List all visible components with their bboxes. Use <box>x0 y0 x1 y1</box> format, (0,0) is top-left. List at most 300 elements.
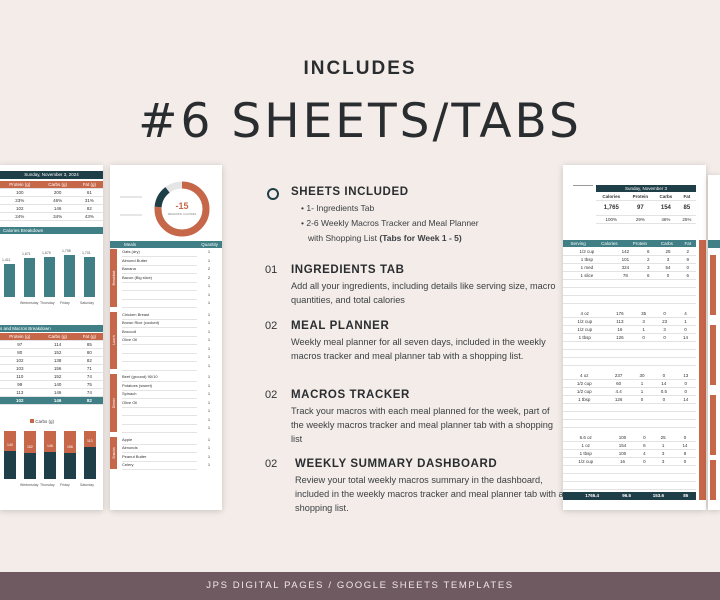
meal-item-qty: 1 <box>207 320 211 325</box>
tracker-groups <box>563 248 696 488</box>
table-cell <box>652 466 674 474</box>
meal-item-qty: 1 <box>207 408 211 413</box>
section-title: MEAL PLANNER <box>291 320 390 332</box>
table-cell: 75 <box>76 381 103 389</box>
partial-sheet-preview <box>708 175 720 510</box>
table-cell: 102 <box>0 397 40 405</box>
table-cell <box>606 412 632 420</box>
table-cell: Protein (g) <box>0 333 40 341</box>
table-cell: 14 <box>676 396 697 404</box>
meal-planner-sheet-preview <box>110 165 222 510</box>
table-row <box>563 272 696 280</box>
table-cell: Carbs <box>654 193 678 201</box>
table-cell: 1765.4 <box>585 493 599 498</box>
table-cell <box>611 296 640 304</box>
table-cell: 9 <box>679 256 696 264</box>
table-row <box>563 318 696 326</box>
table-cell: 100% <box>596 216 627 224</box>
bar <box>84 257 95 297</box>
table-cell: 153.6 <box>652 493 664 498</box>
table-cell <box>636 482 652 490</box>
table-cell <box>675 342 696 350</box>
table-cell: 80 <box>76 349 103 357</box>
section-description: Add all your ingredients, including details like serving size, macro quantities, and total calories <box>291 281 556 305</box>
protein-mini-label <box>573 185 593 186</box>
meal-item-name <box>122 292 197 300</box>
table-cell <box>636 474 652 482</box>
table-cell <box>563 296 611 304</box>
table-row <box>563 296 696 304</box>
meal-item-qty: 1 <box>207 291 211 297</box>
table-cell <box>633 350 654 358</box>
table-cell <box>609 474 637 482</box>
table-cell: 113 <box>607 318 634 326</box>
right-edge-strip <box>699 240 706 500</box>
table-row <box>563 326 696 334</box>
axis-label: Saturday <box>80 483 95 487</box>
table-row <box>0 181 103 189</box>
table-cell <box>632 420 652 428</box>
table-row <box>0 349 103 357</box>
table-cell <box>632 404 652 412</box>
meal-item-name <box>122 346 197 354</box>
table-cell <box>674 466 696 474</box>
page-title: #6 SHEETS/TABS <box>138 94 582 149</box>
circle-icon <box>267 188 279 200</box>
table-cell <box>654 358 675 366</box>
table-cell: 46% <box>40 197 76 205</box>
meal-item-name: Broccoli <box>122 329 197 337</box>
table-row <box>563 334 696 342</box>
table-cell: 82 <box>76 397 103 405</box>
bullet-text: 2-6 Weekly Macros Tracker and Meal Planner <box>306 218 479 228</box>
table-cell: 29% <box>627 216 654 224</box>
axis-label: Saturday <box>80 301 95 305</box>
stack-bar-bottom <box>44 452 56 479</box>
table-row <box>563 264 696 272</box>
bar <box>4 264 15 297</box>
table-cell: 8 <box>674 450 696 458</box>
table-cell <box>563 420 606 428</box>
table-cell: Calories <box>596 193 627 201</box>
meal-item-qty: 2 <box>207 274 211 280</box>
table-cell <box>657 288 680 296</box>
table-row <box>563 256 696 264</box>
table-cell: 97 <box>0 341 40 349</box>
table-cell: 4 oz <box>563 372 606 380</box>
meal-item-name: Almonds <box>122 445 197 453</box>
table-cell <box>679 288 696 296</box>
meal-item-qty: 1 <box>207 249 211 254</box>
table-cell: 146 <box>40 389 76 397</box>
table-cell: Protein <box>632 241 648 246</box>
section-number: 02 <box>265 320 278 332</box>
meal-item-qty: 2 <box>207 266 211 271</box>
meal-item-name: Peanut Butter <box>122 454 197 462</box>
table-cell <box>674 482 696 490</box>
table-cell: 100 <box>609 450 637 458</box>
stack-label: 146 <box>47 444 53 449</box>
table-cell: 154 <box>609 442 637 450</box>
table-row <box>563 358 696 366</box>
section-title: MACROS TRACKER <box>291 389 410 401</box>
table-cell: 1 <box>632 388 652 396</box>
macro-breakdown-title: s and Macros Breakdown <box>0 325 103 332</box>
table-row <box>0 205 103 213</box>
table-row <box>563 482 696 490</box>
table-cell: 16 <box>609 458 637 466</box>
table-cell: 1/2 cup <box>563 248 611 256</box>
meal-item-qty: 1 <box>207 425 211 430</box>
stack-bar-bottom <box>4 451 16 479</box>
section-title: INGREDIENTS TAB <box>291 264 405 276</box>
meal-group-label: Dinner <box>112 397 116 408</box>
meal-item-qty: 1 <box>207 436 211 442</box>
stack-label: 113 <box>87 439 93 444</box>
table-cell: 0 <box>676 388 697 396</box>
table-cell: 96.5 <box>622 493 632 498</box>
meal-item-qty: 1 <box>207 462 211 467</box>
table-cell: 25 <box>652 434 674 442</box>
tracker-summary <box>596 193 696 224</box>
table-cell: 46% <box>654 216 678 224</box>
table-cell: 30 <box>632 372 652 380</box>
table-cell <box>654 342 675 350</box>
table-cell: 6 <box>679 272 696 280</box>
table-cell: 0 <box>654 310 675 318</box>
stack-label: 140 <box>7 443 13 448</box>
table-cell: 34% <box>40 213 76 221</box>
table-row <box>0 213 103 221</box>
meal-item-qty: 1 <box>207 283 211 288</box>
table-cell: Fat (g) <box>76 181 103 189</box>
table-cell: 0.5 <box>652 388 675 396</box>
partial-strip-1 <box>710 255 716 315</box>
table-cell: 4 oz <box>563 310 607 318</box>
table-cell: 0 <box>676 380 697 388</box>
table-cell <box>606 404 632 412</box>
table-cell <box>679 280 696 288</box>
table-cell: 0 <box>632 396 652 404</box>
table-cell <box>675 350 696 358</box>
table-cell: 0 <box>636 434 652 442</box>
bar <box>64 255 75 297</box>
table-cell: 23 <box>654 318 675 326</box>
table-cell: 0 <box>636 458 652 466</box>
partial-strip-3 <box>710 395 716 455</box>
table-cell: 1 <box>675 318 696 326</box>
table-cell: 0 <box>652 396 675 404</box>
table-cell: 154 <box>654 201 678 216</box>
table-cell <box>607 358 634 366</box>
bar-label: 1,675 <box>42 251 51 256</box>
table-cell: 23% <box>0 197 40 205</box>
table-cell: 25 <box>657 248 680 256</box>
meal-item-qty: 1 <box>207 445 211 450</box>
table-cell <box>652 412 675 420</box>
table-cell: 1 <box>633 326 654 334</box>
table-cell: 3 <box>633 318 654 326</box>
axis-label: Friday <box>60 483 70 487</box>
quantity-header: Quantity <box>201 242 218 247</box>
table-cell <box>563 474 609 482</box>
table-cell: Carbs <box>660 241 673 246</box>
meal-group-label: Snacks <box>112 446 116 459</box>
table-cell: 85 <box>76 341 103 349</box>
legend-swatch <box>30 419 34 423</box>
table-cell <box>607 350 634 358</box>
meal-item-qty: 1 <box>207 337 211 342</box>
table-row <box>563 458 696 466</box>
table-cell <box>563 288 611 296</box>
table-row <box>563 310 696 318</box>
stack-bar-top <box>4 431 16 451</box>
meal-item-name: Spinach <box>122 391 197 399</box>
section-title: WEEKLY SUMMARY DASHBOARD <box>295 458 498 470</box>
meal-item-name: Banana <box>122 266 197 274</box>
meals-header: Meals <box>124 242 137 247</box>
meal-item-name: Chicken Breast <box>122 312 197 320</box>
meals-header-row <box>110 241 222 248</box>
bar <box>24 258 35 297</box>
table-row <box>563 350 696 358</box>
table-cell: Calories <box>601 241 618 246</box>
remaining-calories-label: REMAINING CALORIES <box>167 213 197 216</box>
bar-label: 1,798 <box>62 248 71 253</box>
table-cell: 14 <box>652 380 675 388</box>
table-row <box>563 240 696 247</box>
table-cell: 1 tbsp <box>563 256 611 264</box>
dashboard-summary <box>0 181 103 221</box>
section-description: Review your total weekly macros summary in the dashboard, included in the weekly macros tracker and meal planner tab with a shopping list. <box>295 475 564 513</box>
table-cell <box>609 482 637 490</box>
table-cell <box>657 296 680 304</box>
table-cell: 101 <box>611 256 640 264</box>
table-cell: Protein <box>627 193 654 201</box>
table-cell: 16 <box>607 326 634 334</box>
table-cell <box>563 358 607 366</box>
table-cell: 1 tbsp <box>563 450 609 458</box>
partial-header <box>708 240 720 248</box>
table-cell <box>676 420 697 428</box>
table-cell: 80 <box>0 349 40 357</box>
table-cell <box>632 412 652 420</box>
axis-label: Thursday <box>40 483 55 487</box>
table-row <box>563 474 696 482</box>
bar-label: 1,671 <box>22 251 31 256</box>
table-cell: 61 <box>76 189 103 197</box>
table-row <box>563 380 696 388</box>
table-cell: 4 <box>675 310 696 318</box>
bullet-text: with Shopping List <box>308 233 377 243</box>
table-cell <box>563 466 609 474</box>
table-cell: 6 <box>636 442 652 450</box>
meal-item-name <box>122 363 197 371</box>
table-cell: 74 <box>76 373 103 381</box>
table-row <box>563 288 696 296</box>
meal-item-name <box>122 300 197 308</box>
meal-item-name <box>122 408 197 416</box>
table-cell: 85 <box>683 493 689 498</box>
table-cell: 1/2 cup <box>563 458 609 466</box>
table-row <box>0 189 103 197</box>
table-cell <box>640 280 657 288</box>
table-cell: 31% <box>76 197 103 205</box>
table-cell: 82 <box>76 205 103 213</box>
table-cell: Fat <box>678 193 696 201</box>
meal-item-name <box>122 425 197 433</box>
partial-strip-4 <box>710 460 716 500</box>
stack-bar-bottom <box>84 447 96 479</box>
table-cell <box>640 296 657 304</box>
table-cell: 35 <box>633 310 654 318</box>
table-cell: 156 <box>40 365 76 373</box>
table-cell: 25% <box>678 216 696 224</box>
table-row <box>563 396 696 404</box>
table-cell: 100 <box>0 189 40 197</box>
table-row <box>0 389 103 397</box>
table-cell: 0 <box>654 334 675 342</box>
table-cell: 13 <box>676 372 697 380</box>
table-cell: 126 <box>606 396 632 404</box>
meal-item-name: Almond Butter <box>122 258 197 266</box>
meal-item-qty: 1 <box>207 391 211 396</box>
table-cell: 1/2 cup <box>563 380 606 388</box>
bullet-emphasis: (Tabs for Week 1 - 5) <box>379 233 462 243</box>
stack-bar-bottom <box>24 453 36 479</box>
stack-bar-top <box>44 431 56 452</box>
table-cell <box>607 342 634 350</box>
table-cell: 6 <box>640 272 657 280</box>
meal-item-name: Celery <box>122 462 197 470</box>
table-cell <box>679 296 696 304</box>
stack-label: 156 <box>67 445 73 450</box>
table-cell: 1 tbsp <box>563 396 606 404</box>
tracker-column-headers <box>563 240 696 247</box>
meal-item-qty: 1 <box>207 328 211 334</box>
table-cell: 3 <box>640 264 657 272</box>
meal-item-name: Beef (ground) 90/10 <box>122 374 197 382</box>
meal-groups <box>110 249 222 509</box>
table-cell: 71 <box>76 365 103 373</box>
table-cell: 3 <box>652 458 674 466</box>
meal-item-qty: 1 <box>207 311 211 317</box>
macros-stacked-chart <box>0 427 103 489</box>
table-row <box>563 492 696 499</box>
meal-item-name <box>122 417 197 425</box>
table-cell: 54 <box>657 264 680 272</box>
table-row <box>0 357 103 365</box>
sheets-included-bullets <box>301 201 561 246</box>
sheets-included-title: SHEETS INCLUDED <box>291 186 409 198</box>
table-cell: 1/2 cup <box>563 318 607 326</box>
macros-tracker-sheet-preview <box>563 165 706 510</box>
table-row <box>596 201 696 216</box>
table-cell <box>563 482 609 490</box>
table-row <box>0 381 103 389</box>
table-row <box>563 404 696 412</box>
table-row <box>563 372 696 380</box>
table-cell <box>633 358 654 366</box>
bullet-continuation <box>301 231 561 246</box>
table-cell <box>563 412 606 420</box>
table-cell: 0 <box>652 372 675 380</box>
table-cell: 176 <box>607 310 634 318</box>
table-row <box>0 333 103 341</box>
table-cell <box>676 412 697 420</box>
table-cell: 200 <box>40 189 76 197</box>
table-cell: 1 slice <box>563 272 611 280</box>
table-row <box>563 434 696 442</box>
table-row <box>0 341 103 349</box>
meal-item-qty: 1 <box>207 374 211 379</box>
meal-item-qty: 1 <box>207 416 211 422</box>
table-cell: 3 <box>657 256 680 264</box>
chart-legend <box>30 419 54 424</box>
table-cell: 6.6 oz <box>563 434 609 442</box>
axis-label: Friday <box>60 301 70 305</box>
table-cell: 110 <box>0 373 40 381</box>
table-cell <box>674 474 696 482</box>
table-cell: 85 <box>678 201 696 216</box>
table-cell <box>675 358 696 366</box>
table-cell: 140 <box>40 381 76 389</box>
table-cell: 6 <box>640 248 657 256</box>
table-cell: 0 <box>657 272 680 280</box>
table-cell: 1/2 cup <box>563 388 606 396</box>
table-cell: 138 <box>40 357 76 365</box>
table-row <box>563 466 696 474</box>
table-cell: 1/2 cup <box>563 326 607 334</box>
table-cell: Protein (g) <box>0 181 40 189</box>
table-cell: Serving <box>570 241 586 246</box>
table-cell: 0 <box>674 458 696 466</box>
table-cell: 14 <box>674 442 696 450</box>
tracker-totals <box>563 492 696 500</box>
dashboard-sheet-preview <box>0 165 103 510</box>
table-row <box>596 193 696 201</box>
table-cell: 113 <box>0 389 40 397</box>
table-cell <box>676 404 697 412</box>
stack-bar-top <box>64 431 76 453</box>
table-cell: 2 <box>640 256 657 264</box>
table-cell: Carbs (g) <box>40 181 76 189</box>
meal-item-name: Brown Rice (cooked) <box>122 320 197 328</box>
partial-strip-2 <box>710 325 716 385</box>
table-row <box>596 216 696 224</box>
meal-item-name: Apple <box>122 437 197 445</box>
table-cell <box>652 482 674 490</box>
macro-breakdown-table <box>0 333 103 405</box>
meal-item-name <box>122 283 197 291</box>
bullet-text: 1- Ingredients Tab <box>306 203 375 213</box>
table-row <box>563 388 696 396</box>
table-cell: 24% <box>0 213 40 221</box>
table-cell: 1 <box>652 442 674 450</box>
meal-item-qty: 1 <box>207 399 211 405</box>
table-cell: 102 <box>0 205 40 213</box>
table-cell <box>636 466 652 474</box>
table-cell <box>611 280 640 288</box>
meal-group-label: Lunch <box>112 335 116 346</box>
table-cell: 3 <box>652 450 674 458</box>
bullet-item: • 1- Ingredients Tab <box>301 203 375 213</box>
table-cell: Carbs (g) <box>40 333 76 341</box>
table-cell <box>563 342 607 350</box>
table-row <box>0 365 103 373</box>
table-cell: 0 <box>674 434 696 442</box>
table-row <box>563 420 696 428</box>
